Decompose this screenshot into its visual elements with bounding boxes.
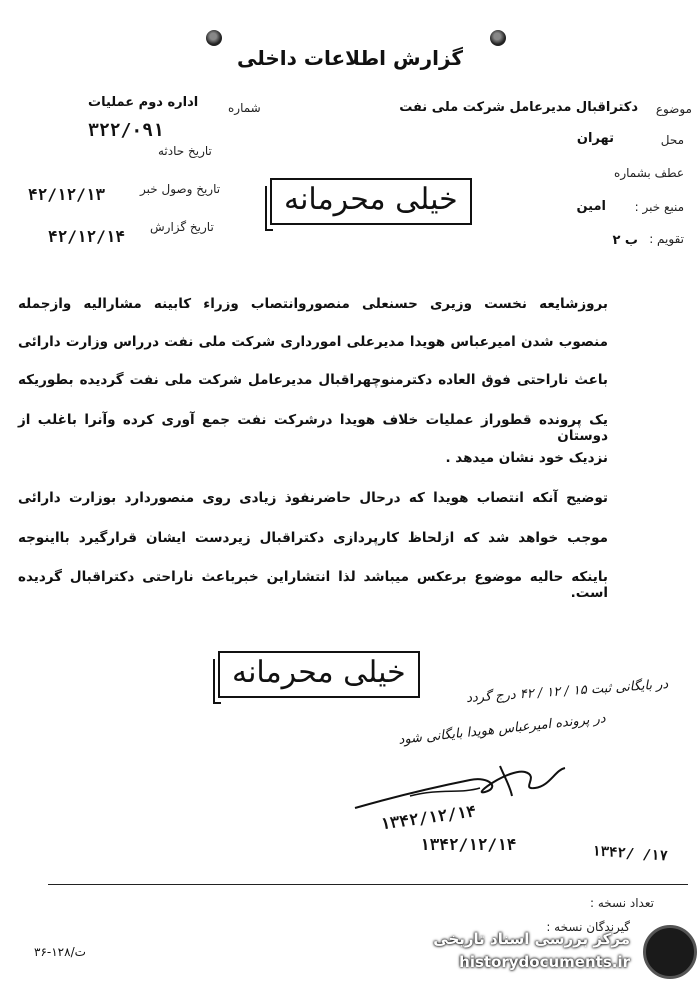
incident-date-label: تاریخ حادثه	[158, 144, 212, 158]
subject-value: دکتراقبال مدیرعامل شرکت ملی نفت	[399, 100, 638, 115]
body-line-6: توضیح آنکه انتصاب هویدا که درحال حاضرنفوذ زیادی روی منصوردارد بوزارت دارائی	[18, 490, 608, 506]
form-code: ت/۱۲۸-۳۶	[34, 945, 86, 959]
body-line-1: بروزشایعه نخست وزیری حسنعلی منصوروانتصاب وزراء کابینه مشارالیه وازجمله	[18, 296, 608, 312]
body-line-5: نزدیک خود نشان میدهد .	[445, 450, 608, 466]
watermark-site-name: مرکز بررسی اسناد تاریخی	[433, 930, 630, 948]
watermark-logo-icon	[643, 925, 697, 979]
report-date-value: ۴۲/۱۲/۱۴	[48, 227, 126, 246]
place-value: تهران	[576, 131, 614, 146]
report-date-label: تاریخ گزارش	[150, 220, 214, 234]
number-value: ۳۲۲/۰۹۱	[88, 120, 164, 141]
far-right-date: ۱۳۴۲/ /۱۷	[591, 843, 669, 865]
recipients-label: گیرندگان نسخه :	[546, 920, 630, 934]
punch-hole-right	[490, 30, 506, 46]
subject-label: موضوع	[655, 102, 692, 116]
page-title: گزارش اطلاعات داخلی	[236, 46, 464, 70]
place-label: محل	[660, 133, 684, 147]
ref-label: عطف بشماره	[614, 166, 684, 180]
signature-date-2: ۱۳۴۲/۱۲/۱۴	[420, 835, 517, 854]
classification-stamp-bottom: خیلی محرمانه	[218, 651, 420, 698]
watermark-url: historydocuments.ir	[459, 953, 630, 971]
rating-label: تقویم :	[649, 232, 684, 246]
classification-stamp-top: خیلی محرمانه	[270, 178, 472, 225]
rating-value: ب ۲	[612, 233, 638, 248]
body-line-7: موجب خواهد شد که ازلحاظ کارپردازی دکتراقبال زیردست ایشان قرارگیرد بااینوجه	[18, 530, 608, 546]
source-value: امین	[576, 199, 606, 214]
body-line-4: یک پرونده قطوراز عملیات خلاف هویدا درشرکت نفت جمع آوری کرده وآنرا باغلب از دوستان	[18, 412, 608, 444]
number-office: اداره دوم عملیات	[88, 95, 199, 110]
number-label: شماره	[228, 101, 261, 115]
source-label: منبع خبر :	[634, 200, 684, 214]
footer-divider	[48, 884, 688, 885]
copies-label: تعداد نسخه :	[589, 896, 654, 910]
signature-date-1: ۱۳۴۲/۱۲/۱۴	[379, 801, 478, 834]
received-date-value: ۴۲/۱۲/۱۳	[28, 185, 106, 204]
handwritten-note-1: در بایگانی ثبت ۱۵ / ۱۲ / ۴۲ درج گردد	[465, 676, 669, 707]
received-date-label: تاریخ وصول خبر	[140, 182, 221, 196]
body-line-2: منصوب شدن امیرعباس هویدا مدیرعلی امورداری شرکت ملی نفت درراس وزارت دارائی	[18, 334, 608, 350]
body-line-3: باعث ناراحتی فوق العاده دکترمنوچهراقبال مدیرعامل شرکت ملی نفت گردیده بطوریکه	[18, 372, 608, 388]
punch-hole-left	[206, 30, 222, 46]
handwritten-note-2: در پرونده امیرعباس هویدا بایگانی شود	[397, 711, 607, 748]
body-line-8: باینکه حالیه موضوع برعکس میباشد لذا انتشاراین خبرباعث ناراحتی دکتراقبال گردیده است.	[18, 569, 608, 601]
